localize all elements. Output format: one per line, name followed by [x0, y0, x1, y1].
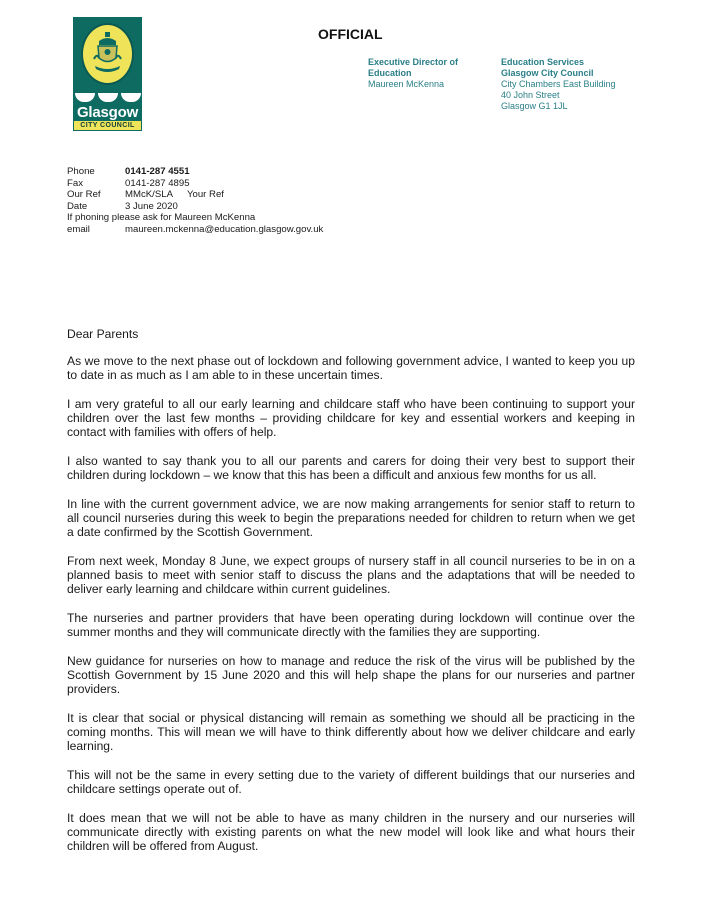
paragraph: It does mean that we will not be able to have as many children in the nursery and our nurseries will communicate directly with existing parents on what the new model will look like and what hours their children will be offered from August. — [67, 811, 635, 853]
paragraph: I also wanted to say thank you to all our parents and carers for doing their very best to support their children during lockdown – we know that this has been a difficult and anxious few months for us all. — [67, 454, 635, 482]
email-row — [67, 224, 323, 236]
phone-label: Phone — [67, 166, 95, 177]
logo-band: CITY COUNCIL — [73, 121, 142, 131]
date-label: Date — [67, 200, 88, 212]
phoning-note-text: If phoning please ask for Maureen McKenna — [67, 212, 256, 223]
fax-row — [67, 178, 323, 190]
logo-crest-panel — [73, 17, 142, 95]
contact-details — [67, 166, 323, 235]
paragraph: This will not be the same in every setting due to the variety of different buildings that our nurseries and childcare settings operate out of. — [67, 768, 635, 796]
sender-block — [368, 57, 458, 90]
our-ref-value: MMcK/SLA — [125, 189, 173, 200]
phone-row — [67, 166, 323, 178]
fax-value: 0141-287 4895 — [125, 177, 190, 189]
logo-arch — [98, 93, 118, 102]
classification-label: OFFICIAL — [318, 26, 383, 42]
paragraph: As we move to the next phase out of lockdown and following government advice, I wanted to keep you up to date in as much as I am able to in these uncertain times. — [67, 354, 635, 382]
address-street: 40 John Street — [501, 90, 560, 100]
logo-arch — [121, 93, 141, 102]
address-city: Glasgow G1 1JL — [501, 101, 568, 111]
date-value: 3 June 2020 — [125, 200, 178, 212]
paragraph: In line with the current government advice, we are now making arrangements for senior staff to return to all council nurseries during this week to begin the preparations needed for children to return when we get a date confirmed by the Scottish Government. — [67, 497, 635, 539]
phoning-note — [67, 212, 323, 224]
phone-value: 0141-287 4551 — [125, 166, 190, 177]
letter-body — [67, 327, 635, 868]
reference-row — [67, 189, 323, 201]
email-value[interactable]: maureen.mckenna@education.glasgow.gov.uk — [125, 223, 324, 235]
date-row — [67, 201, 323, 213]
address-dept: Education Services — [501, 57, 585, 67]
paragraph: The nurseries and partner providers that have been operating during lockdown will continue over the summer months and they will communicate directly with the families they are supporting. — [67, 611, 635, 639]
coat-of-arms-icon — [93, 31, 122, 75]
salutation: Dear Parents — [67, 327, 139, 341]
sender-title-line2: Education — [368, 68, 412, 78]
fax-label: Fax — [67, 177, 83, 189]
our-ref-label: Our Ref — [67, 189, 101, 200]
address-block — [501, 57, 616, 112]
paragraph: New guidance for nurseries on how to manage and reduce the risk of the virus will be published by the Scottish Government by 15 June 2020 and this will help shape the plans for our nurseries and partner providers. — [67, 654, 635, 696]
glasgow-city-council-logo — [73, 17, 142, 131]
logo-arch — [75, 93, 95, 102]
paragraph: I am very grateful to all our early learning and childcare staff who have been continuing to support your children over the last few months – providing childcare for key and essential workers and keeping in contact with families with offers of help. — [67, 397, 635, 439]
address-building: City Chambers East Building — [501, 79, 616, 89]
paragraph: It is clear that social or physical distancing will remain as something we should all be practicing in the coming months. This will mean we will have to think differently about how we deliver childcare and early learning. — [67, 711, 635, 753]
sender-name: Maureen McKenna — [368, 79, 445, 89]
sender-title-line1: Executive Director of — [368, 57, 459, 67]
email-label: email — [67, 223, 90, 235]
your-ref-label: Your Ref — [186, 189, 224, 200]
logo-wordmark: Glasgow — [73, 105, 142, 121]
address-org: Glasgow City Council — [501, 68, 594, 78]
paragraph: From next week, Monday 8 June, we expect groups of nursery staff in all council nurseries to be in on a planned basis to meet with senior staff to discuss the plans and the adaptations that will be needed to deliver early learning and childcare within current guidelines. — [67, 554, 635, 596]
